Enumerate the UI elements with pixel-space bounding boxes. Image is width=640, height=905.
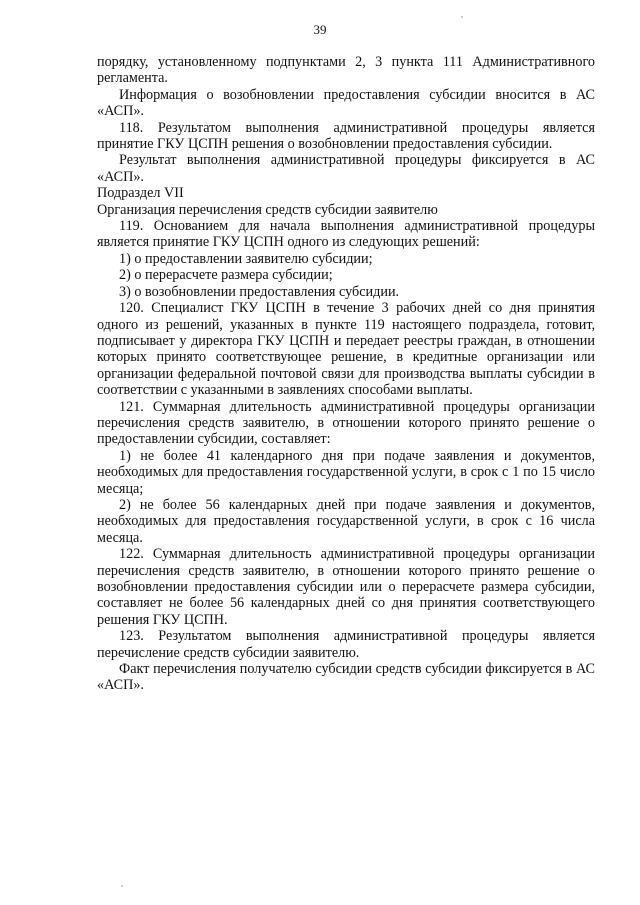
scan-artifact: [121, 885, 123, 887]
paragraph-119: 119. Основанием для начала выполнения административной процедуры является принятие ГКУ ЦСПН одного из следующих решений:: [97, 218, 595, 251]
list-item-121-1: 1) не более 41 календарного дня при подаче заявления и документов, необходимых для предоставления государственной услуги, в срок с 1 по 15 число месяца;: [97, 447, 595, 497]
paragraph-118: 118. Результатом выполнения административной процедуры является принятие ГКУ ЦСПН решения о возобновлении предоставления субсидии.: [97, 119, 595, 153]
scan-artifact: [461, 16, 463, 18]
paragraph-123: 123. Результатом выполнения административной процедуры является перечисление средств субсидии заявителю.: [97, 628, 595, 661]
list-item-121-2: 2) не более 56 календарных дней при подаче заявления и документов, необходимых для предоставления государственной услуги, в срок с 16 числа месяца.: [97, 496, 595, 546]
section-title: Подраздел VII: [97, 185, 184, 202]
paragraph-122: 122. Суммарная длительность административной процедуры организации перечисления средств заявителю, в отношении которого принято решение о возобновлении предоставления субсидии или о перерасчете размера субсидии, составляет не более 56 календарных дней со дня принятия соответствующего решения ГКУ ЦСПН.: [97, 546, 595, 628]
paragraph-123-fact: Факт перечисления получателю субсидии средств субсидии фиксируется в АС «АСП».: [97, 661, 595, 694]
document-body: [97, 54, 595, 694]
paragraph-118-result: Результат выполнения административной процедуры фиксируется в АС «АСП».: [97, 152, 595, 185]
paragraph-120: 120. Специалист ГКУ ЦСПН в течение 3 рабочих дней со дня принятия одного из решений, указанных в пункте 119 настоящего подраздела, готовит, подписывает у директора ГКУ ЦСПН и передает реестры граждан, в отношении которых принято соответствующее решение, в кредитные организации или организации федеральной почтовой связи для производства выплаты субсидии в соответствии с указанными в заявлениях способами выплаты.: [97, 300, 595, 399]
list-item-119-2: 2) о перерасчете размера субсидии;: [119, 267, 333, 284]
list-item-119-1: 1) о предоставлении заявителю субсидии;: [119, 250, 373, 267]
list-item-119-3: 3) о возобновлении предоставления субсидии.: [119, 283, 400, 300]
section-subtitle: Организация перечисления средств субсидии заявителю: [97, 201, 438, 218]
paragraph-121: 121. Суммарная длительность административной процедуры организации перечисления средств заявителю, в отношении которого принято решение о предоставлении субсидии, составляет:: [97, 398, 595, 448]
page-number: 39: [313, 22, 327, 37]
paragraph-resumption-info: Информация о возобновлении предоставления субсидии вносится в АС «АСП».: [97, 86, 595, 120]
paragraph-intro-continuation: порядку, установленному подпунктами 2, 3 пункта 111 Административного регламента.: [97, 54, 595, 87]
